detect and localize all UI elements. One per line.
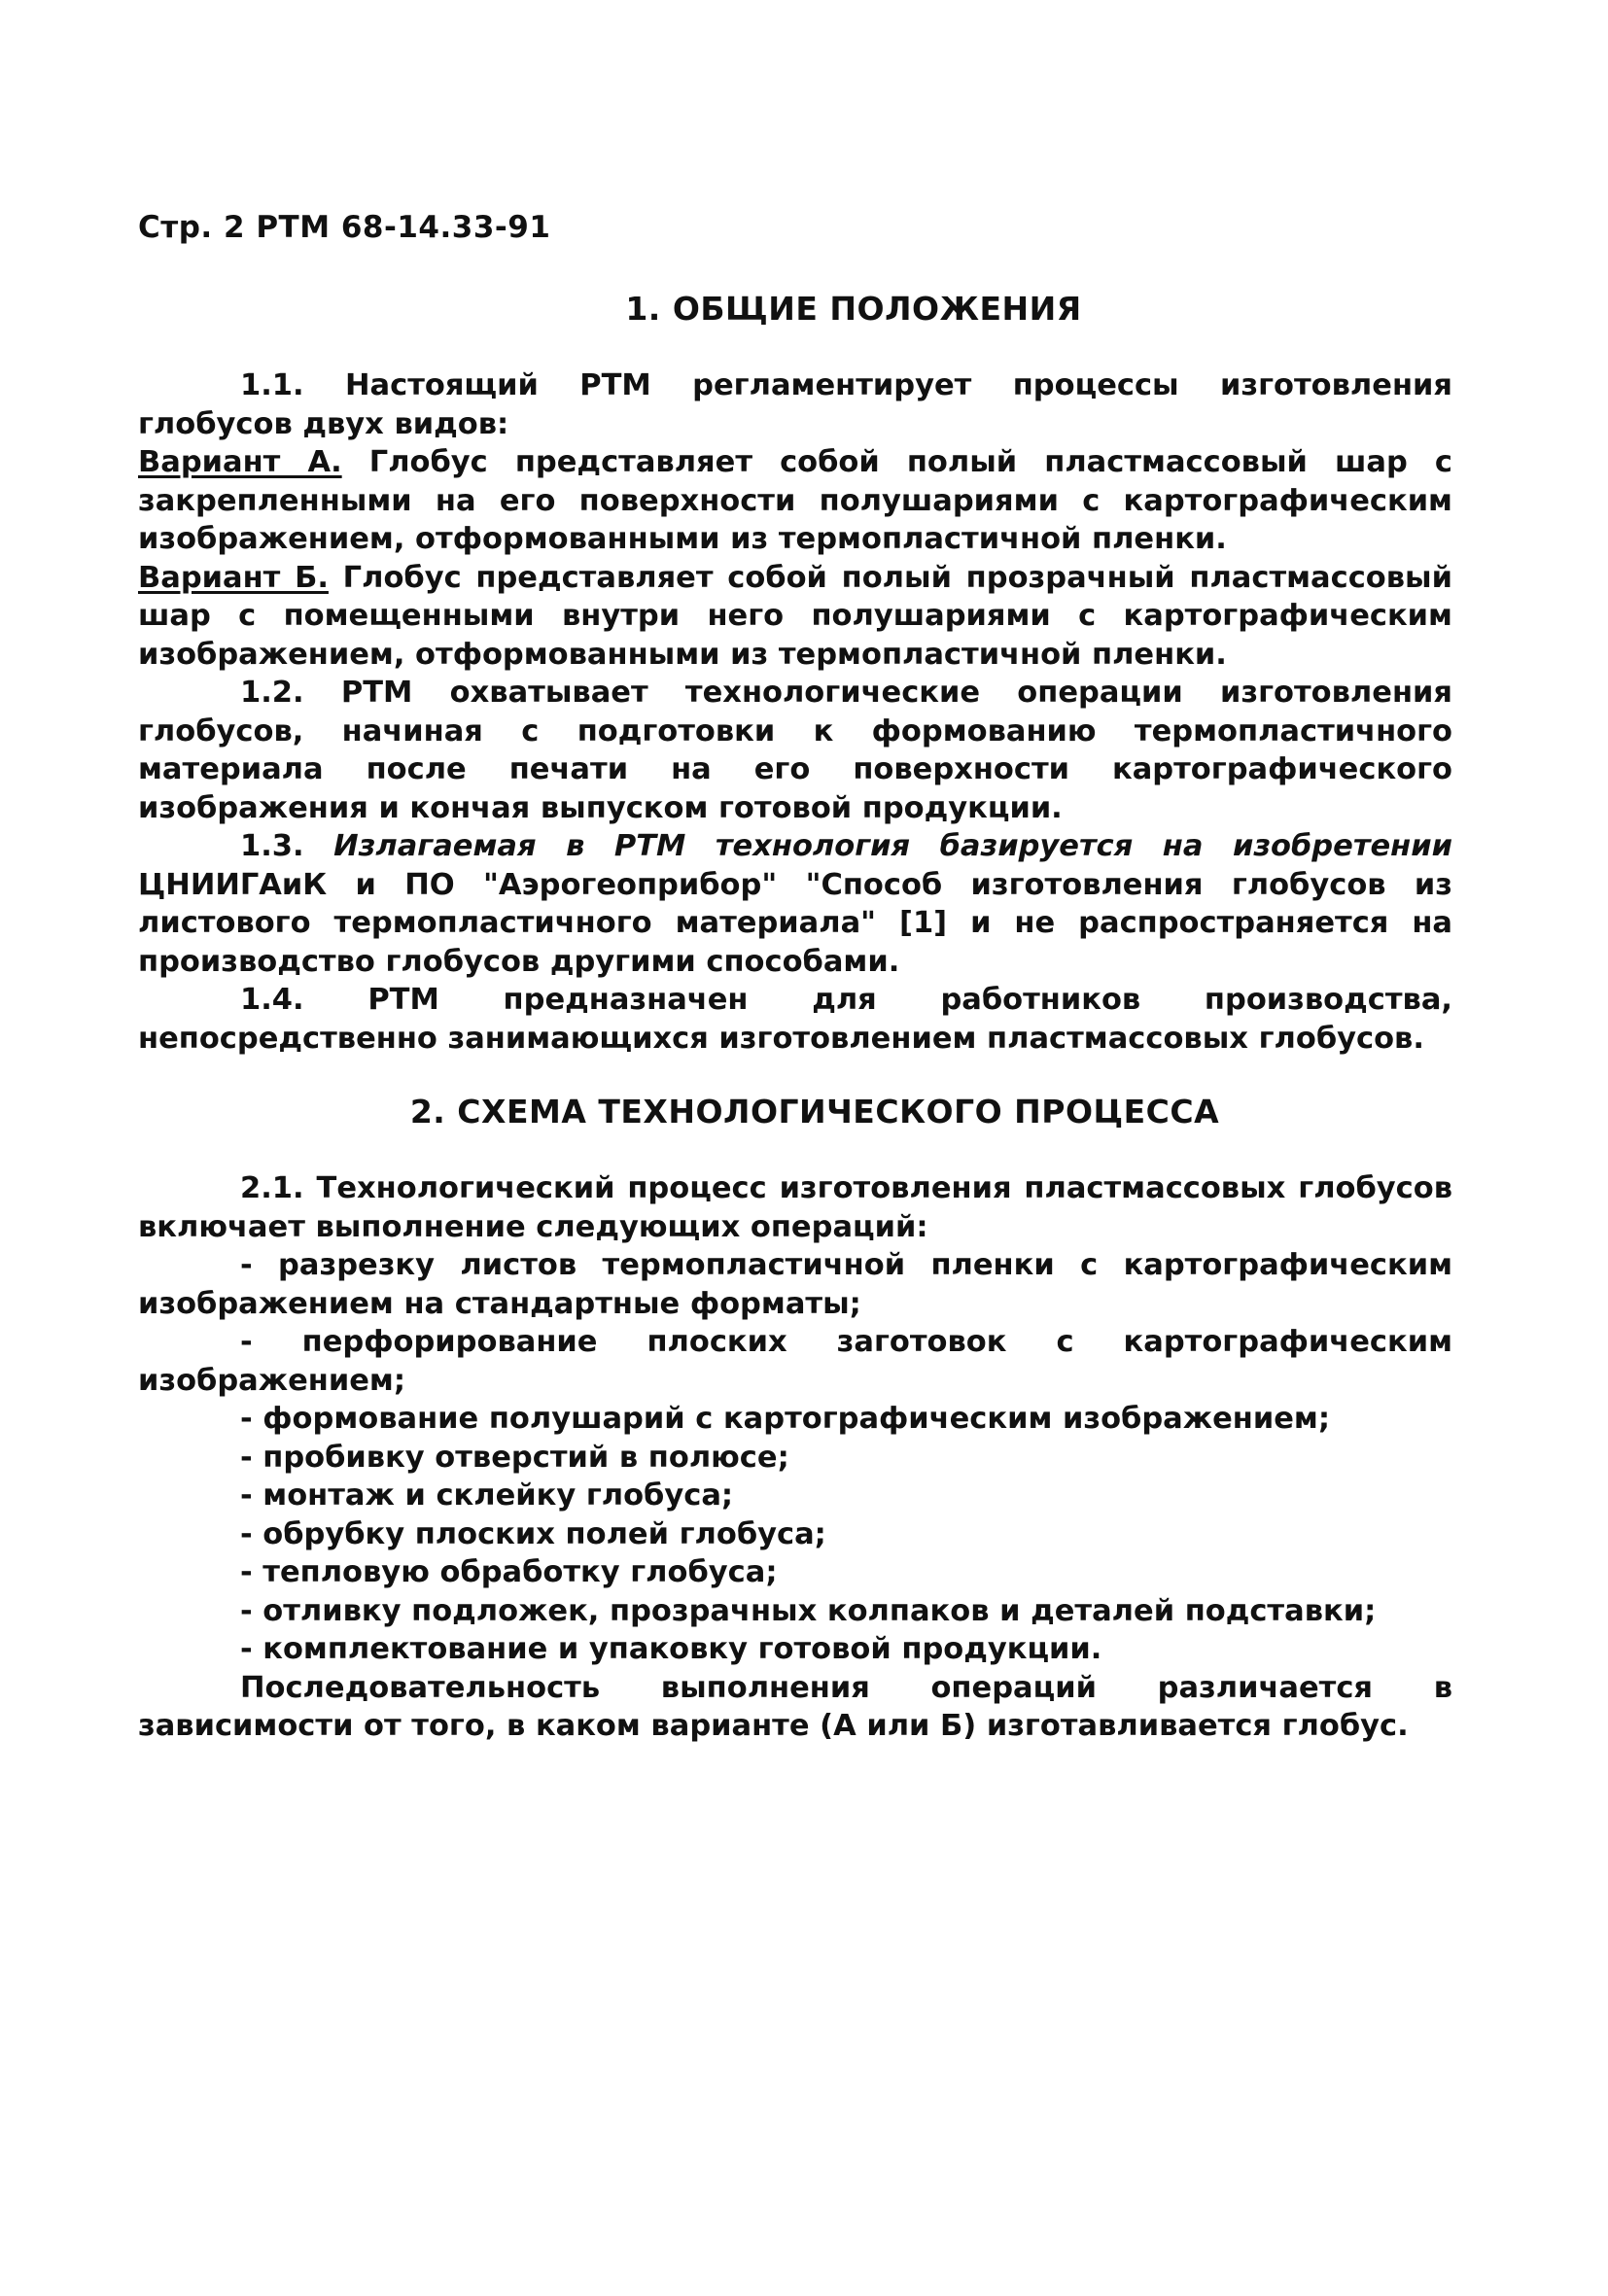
paragraph-1-3-number: 1.3.	[240, 829, 304, 863]
list-item: - разрезку листов термопластичной пленки с картографическим изображением на стандартные форматы;	[138, 1248, 1452, 1321]
list-item: - монтаж и склейку глобуса;	[240, 1478, 734, 1513]
list-item: - обрубку плоских полей глобуса;	[240, 1516, 826, 1551]
paragraph-2-1: 2.1. Технологический процесс изготовления пластмассовых глобусов включает выполнение следующих операций:	[138, 1171, 1452, 1244]
page-header: Стр. 2 РТМ 68-14.33-91	[138, 210, 551, 245]
section-1-title: 1. ОБЩИЕ ПОЛОЖЕНИЯ	[625, 290, 1082, 328]
paragraph-1-1: 1.1. Настоящий РТМ регламентирует процессы изготовления глобусов двух видов:	[138, 368, 1452, 441]
paragraph-1-3-rest: ЦНИИГАиК и ПО "Аэрогеоприбор" "Способ изготовления глобусов из листового термопластичного материала" [1] и не распространяется на производство глобусов другими способами.	[138, 867, 1452, 979]
list-item: - перфорирование плоских заготовок с картографическим изображением;	[138, 1325, 1452, 1398]
list-item: - отливку подложек, прозрачных колпаков и деталей подставки;	[240, 1593, 1377, 1628]
paragraph-1-2: 1.2. РТМ охватывает технологические операции изготовления глобусов, начиная с подготовки к формованию термопластичного материала после печати на его поверхности картографического изображения и кончая выпуском готовой продукции.	[138, 676, 1452, 825]
variant-a-text: Глобус представляет собой полый пластмассовый шар с закрепленными на его поверхности полушариями с картографическим изображением, отформованными из термопластичной пленки.	[138, 445, 1452, 556]
variant-a-label: Вариант А.	[138, 445, 342, 479]
section-1-body	[138, 366, 1452, 1058]
paragraph-variant-b	[138, 559, 1452, 675]
list-item: - комплектование и упаковку готовой продукции.	[240, 1632, 1102, 1666]
paragraph-1-4: 1.4. РТМ предназначен для работников производства, непосредственно занимающихся изготовлением пластмассовых глобусов.	[138, 983, 1452, 1056]
section-2-title: 2. СХЕМА ТЕХНОЛОГИЧЕСКОГО ПРОЦЕССА	[409, 1093, 1220, 1131]
list-item: - формование полушарий с картографическим изображением;	[240, 1402, 1331, 1436]
variant-b-text: Глобус представляет собой полый прозрачный пластмассовый шар с помещенными внутри него полушариями с картографическим изображением, отформованными из термопластичной пленки.	[138, 560, 1452, 672]
paragraph-1-3	[138, 827, 1452, 981]
closing-paragraph: Последовательность выполнения операций различается в зависимости от того, в каком варианте (А или Б) изготавливается глобус.	[138, 1670, 1452, 1743]
list-item: - пробивку отверстий в полюсе;	[240, 1440, 789, 1475]
paragraph-1-3-italic: Излагаемая в РТМ технология базируется на изобретении	[303, 829, 1452, 863]
list-item: - тепловую обработку глобуса;	[240, 1555, 778, 1589]
section-2-body	[138, 1169, 1452, 1746]
variant-b-label: Вариант Б.	[138, 560, 329, 595]
paragraph-variant-a	[138, 443, 1452, 559]
